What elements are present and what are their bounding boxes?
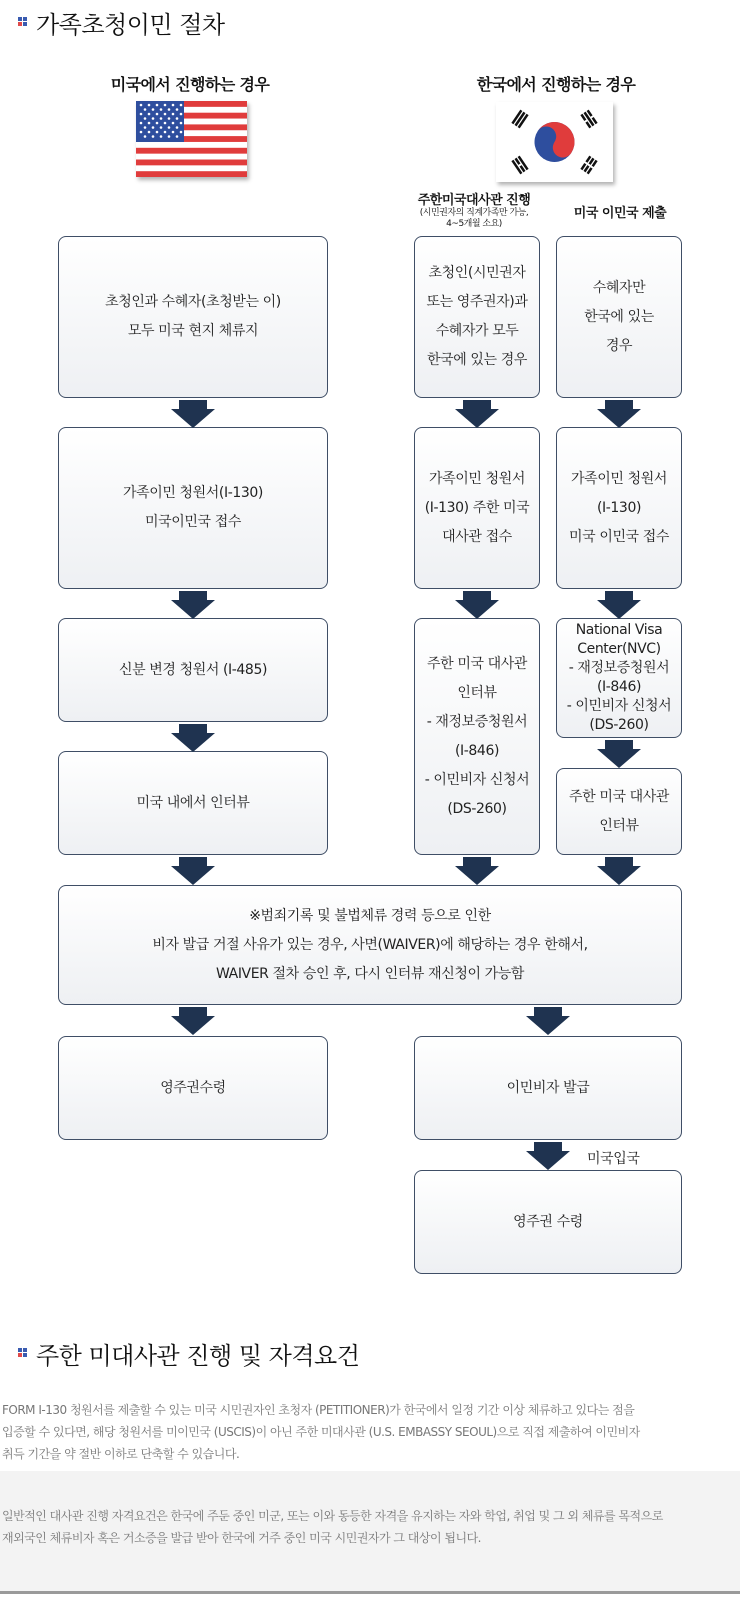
section-title-family-immigration bbox=[18, 5, 225, 40]
down-arrow-icon bbox=[597, 591, 641, 619]
flow-box-us-1: 초청인과 수혜자(초청받는 이) 모두 미국 현지 체류지 bbox=[58, 236, 328, 398]
section-title-embassy-requirements bbox=[18, 1336, 359, 1371]
down-arrow-icon bbox=[455, 400, 499, 428]
down-arrow-icon bbox=[171, 857, 215, 885]
flow-box-immigrant-visa: 이민비자 발급 bbox=[414, 1036, 682, 1140]
us-flag-icon bbox=[136, 101, 247, 177]
down-arrow-icon bbox=[597, 740, 641, 768]
down-arrow-icon bbox=[597, 400, 641, 428]
flow-box-uscis-3: National Visa Center(NVC) - 재정보증청원서 (I-846) - 이민비자 신청서 (DS-260) bbox=[556, 618, 682, 738]
bottom-divider bbox=[0, 1591, 740, 1594]
subheading-embassy-note-1: (시민권자의 직계가족만 가능, bbox=[419, 208, 529, 218]
flow-box-green-card-left: 영주권수령 bbox=[58, 1036, 328, 1140]
down-arrow-icon bbox=[597, 857, 641, 885]
down-arrow-icon bbox=[171, 591, 215, 619]
bullet-icon bbox=[18, 17, 28, 27]
flow-box-us-4: 미국 내에서 인터뷰 bbox=[58, 751, 328, 855]
down-arrow-icon bbox=[526, 1142, 570, 1170]
down-arrow-icon bbox=[171, 1007, 215, 1035]
down-arrow-icon bbox=[526, 1007, 570, 1035]
subheading-embassy-note-2: 4~5개월 소요) bbox=[446, 219, 502, 229]
bullet-icon bbox=[18, 1348, 28, 1358]
heading-us-process: 미국에서 진행하는 경우 bbox=[110, 75, 270, 94]
flow-box-uscis-2: 가족이민 청원서 (I-130) 미국 이민국 접수 bbox=[556, 427, 682, 589]
down-arrow-icon bbox=[455, 591, 499, 619]
paragraph-petition-info: FORM I-130 청원서를 제출할 수 있는 미국 시민권자인 초청자 (PETITIONER)가 한국에서 일정 기간 이상 체류하고 있다는 점을 입증할 수 있다면, 해당 청원서를 미이민국 (USCIS)이 아닌 주한 미대사관 (U.S. EMBASSY SEOUL)으로 직접 제출하여 이민비자 취득 기간을 약 절반 이하로 단축할 수 있습니다. bbox=[2, 1403, 640, 1461]
section-title-text: 주한 미대사관 진행 및 자격요건 bbox=[36, 1342, 360, 1370]
flow-box-embassy-1: 초청인(시민권자 또는 영주권자)과 수혜자가 모두 한국에 있는 경우 bbox=[414, 236, 540, 398]
heading-kr-process: 한국에서 진행하는 경우 bbox=[476, 75, 636, 94]
down-arrow-icon bbox=[455, 857, 499, 885]
flow-box-us-3: 신분 변경 청원서 (I-485) bbox=[58, 618, 328, 722]
down-arrow-icon bbox=[171, 400, 215, 428]
flow-box-waiver: ※범죄기록 및 불법체류 경력 등으로 인한 비자 발급 거절 사유가 있는 경우, 사면(WAIVER)에 해당하는 경우 한해서, WAIVER 절차 승인 후, 다시 인터뷰 재신청이 가능함 bbox=[58, 885, 682, 1005]
flow-box-embassy-3: 주한 미국 대사관 인터뷰 - 재정보증청원서 (I-846) - 이민비자 신청서 (DS-260) bbox=[414, 618, 540, 855]
kr-flag-icon bbox=[496, 102, 613, 182]
flow-box-uscis-4: 주한 미국 대사관 인터뷰 bbox=[556, 768, 682, 855]
flow-box-green-card-right: 영주권 수령 bbox=[414, 1170, 682, 1274]
section-title-text: 가족초청이민 절차 bbox=[36, 11, 225, 39]
subheading-embassy-title: 주한미국대사관 진행 bbox=[417, 193, 531, 208]
down-arrow-icon bbox=[171, 724, 215, 752]
flow-box-uscis-1: 수혜자만 한국에 있는 경우 bbox=[556, 236, 682, 398]
paragraph-requirements: 일반적인 대사관 진행 자격요건은 한국에 주둔 중인 미군, 또는 이와 동등한 자격을 유지하는 자와 학업, 취업 및 그 외 체류를 목적으로 재외국인 체류비자 혹은 거소증을 발급 받아 한국에 거주 중인 미국 시민권자가 그 대상이 됩니다. bbox=[2, 1509, 663, 1545]
flow-box-embassy-2: 가족이민 청원서 (I-130) 주한 미국 대사관 접수 bbox=[414, 427, 540, 589]
entry-label: 미국입국 bbox=[587, 1151, 640, 1167]
flow-box-us-2: 가족이민 청원서(I-130) 미국이민국 접수 bbox=[58, 427, 328, 589]
subheading-uscis-title: 미국 이민국 제출 bbox=[573, 206, 667, 221]
subheading-embassy bbox=[406, 189, 542, 230]
subheading-uscis bbox=[556, 202, 684, 221]
